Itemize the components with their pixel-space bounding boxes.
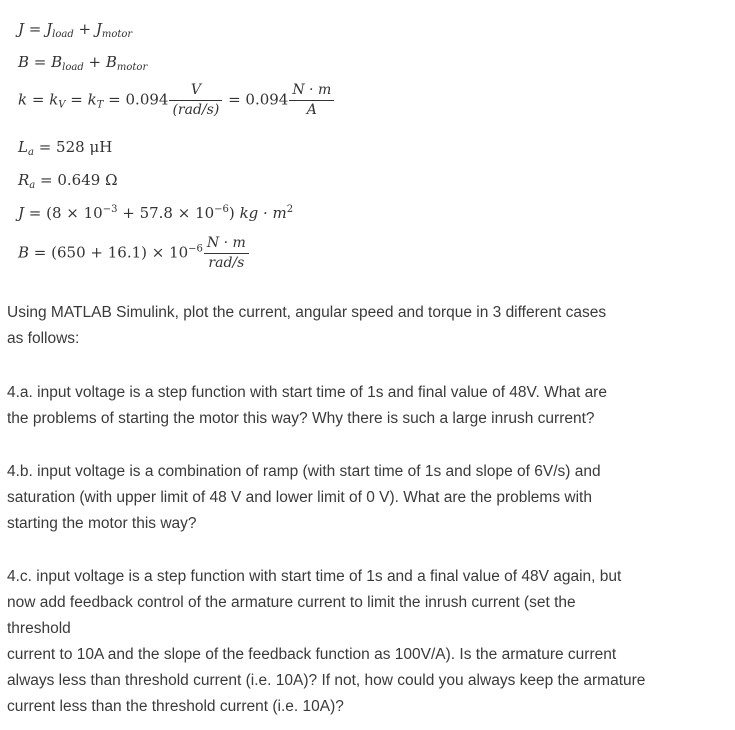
intro-line: as follows: <box>7 330 80 347</box>
equation-inertia-sum: $J = J_{load} + J_{motor}$ <box>18 20 133 40</box>
question-4c-line: always less than threshold current (i.e. 10A)? If not, how could you always keep the armature <box>7 672 646 689</box>
fraction-newton-meter-per-amp: $\frac{N \cdot m}{A}$ <box>289 81 334 120</box>
equation-damping-value: $B = (650 + 16.1) \times 10^{-6}$ $\frac{N \cdot m}{\text{rad/s}}$ <box>18 234 250 273</box>
question-4a-line: the problems of starting the motor this way? Why there is such a large inrush current? <box>7 410 595 427</box>
intro-line: Using MATLAB Simulink, plot the current, angular speed and torque in 3 different cases <box>7 304 607 321</box>
question-4c-line: current less than the threshold current (i.e. 10A)? <box>7 698 344 715</box>
equation-inertia-value: $J = (8 \times 10^{-3} + 57.8 \times 10^{-6})$ kg · $m^2$ <box>18 204 294 222</box>
fraction-volt-per-rad: $\frac{V}{\text{(rad/s)}}$ <box>169 81 222 120</box>
question-4a-line: 4.a. input voltage is a step function with start time of 1s and final value of 48V. What are <box>7 384 607 401</box>
intro-paragraph <box>7 300 729 352</box>
equation-armature-resistance: $R_a = 0.649$ Ω <box>18 171 118 191</box>
question-4b <box>7 459 729 537</box>
equation-armature-inductance: $L_a = 528$ μH <box>18 138 113 158</box>
equation-motor-constant: $k = k_V = k_T = 0.094$ $\frac{V}{\text{(rad/s)}}$ = 0.094 $\frac{N \cdot m}{A}$ <box>18 81 335 120</box>
question-4c-line: 4.c. input voltage is a step function with start time of 1s and a final value of 48V again, but <box>7 568 622 585</box>
question-4c-line: now add feedback control of the armature current to limit the inrush current (set the <box>7 594 576 611</box>
question-4b-line: 4.b. input voltage is a combination of ramp (with start time of 1s and slope of 6V/s) and <box>7 463 601 480</box>
question-4b-line: starting the motor this way? <box>7 515 197 532</box>
question-4a <box>7 380 729 432</box>
question-4c <box>7 564 729 720</box>
question-4b-line: saturation (with upper limit of 48 V and lower limit of 0 V). What are the problems with <box>7 489 592 506</box>
question-4c-line: current to 10A and the slope of the feedback function as 100V/A). Is the armature current <box>7 646 617 663</box>
fraction-newton-meter-per-rad-s: $\frac{N \cdot m}{\text{rad/s}}$ <box>204 234 249 273</box>
question-4c-line: threshold <box>7 620 71 637</box>
equation-damping-sum: $B = B_{load} + B_{motor}$ <box>18 53 148 73</box>
